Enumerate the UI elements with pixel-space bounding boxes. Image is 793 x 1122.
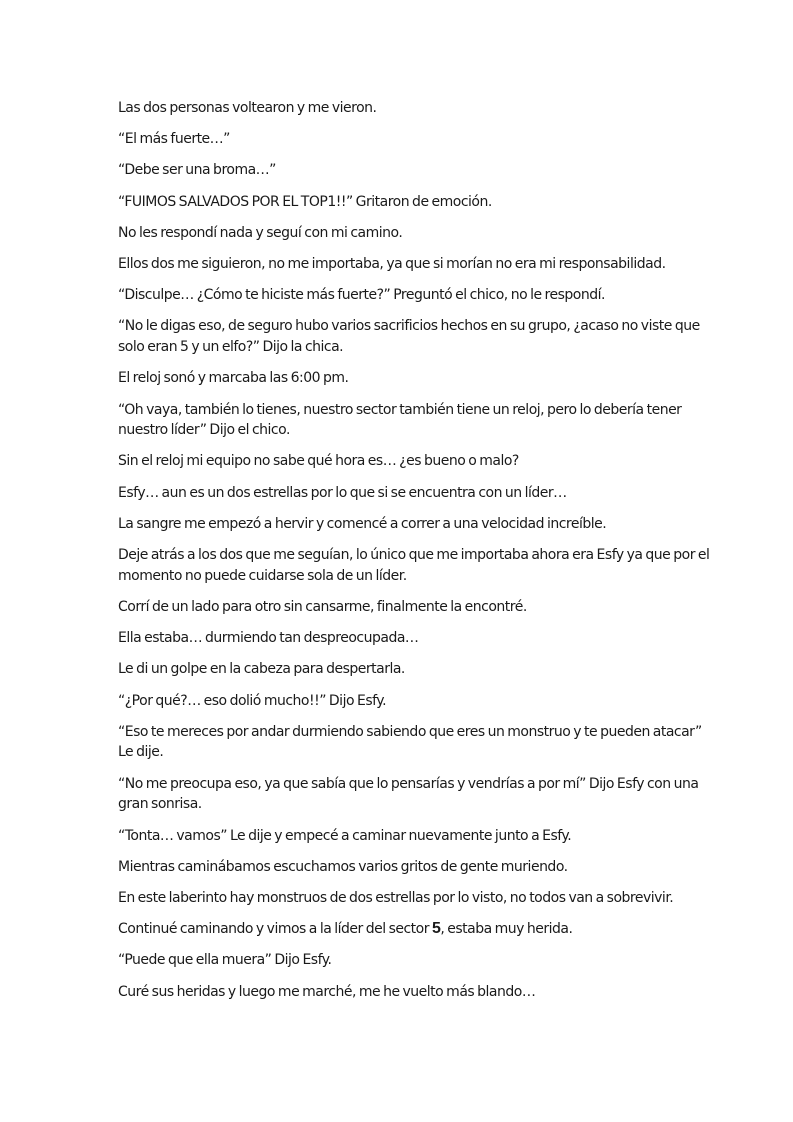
sector-number: 5 xyxy=(431,920,441,938)
document-page xyxy=(118,98,718,1013)
paragraph: “¿Por qué?… eso dolió mucho!!” Dijo Esfy. xyxy=(118,692,387,709)
paragraph: Ellos dos me siguieron, no me importaba, ya que si morían no era mi responsabilidad. xyxy=(118,256,666,273)
paragraph: “Disculpe… ¿Cómo te hiciste más fuerte?” Preguntó el chico, no le respondí. xyxy=(118,287,605,304)
paragraph: “Oh vaya, también lo tienes, nuestro sector también tiene un reloj, pero lo debería tener nuestro líder” Dijo el chico. xyxy=(118,401,682,439)
paragraph: Las dos personas voltearon y me vieron. xyxy=(118,100,377,116)
paragraph: “FUIMOS SALVADOS POR EL TOP1!!” Gritaron de emoción. xyxy=(118,193,492,210)
paragraph: “No le digas eso, de seguro hubo varios sacrificios hechos en su grupo, ¿acaso no viste que solo eran 5 y un elfo?” Dijo la chica. xyxy=(118,318,700,356)
paragraph: Sin el reloj mi equipo no sabe qué hora es… ¿es bueno o malo? xyxy=(118,453,519,470)
sector-text-before: Continué caminando y vimos a la líder del sector xyxy=(118,921,432,938)
paragraph: Mientras caminábamos escuchamos varios gritos de gente muriendo. xyxy=(118,858,568,875)
paragraph: “El más fuerte…” xyxy=(118,131,230,148)
paragraph: “Debe ser una broma…” xyxy=(118,162,276,179)
paragraph: En este laberinto hay monstruos de dos estrellas por lo visto, no todos van a sobrevivir. xyxy=(118,889,674,906)
paragraph: “Tonta… vamos” Le dije y empecé a caminar nuevamente junto a Esfy. xyxy=(118,827,572,844)
paragraph: Ella estaba… durmiendo tan despreocupada… xyxy=(118,630,419,647)
paragraph: Corrí de un lado para otro sin cansarme, finalmente la encontré. xyxy=(118,598,527,615)
paragraph: No les respondí nada y seguí con mi camino. xyxy=(118,224,403,241)
sector-paragraph xyxy=(118,919,718,940)
sector-text-after: , estaba muy herida. xyxy=(440,921,573,938)
paragraph: La sangre me empezó a hervir y comencé a correr a una velocidad increíble. xyxy=(118,515,607,532)
paragraph: “No me preocupa eso, ya que sabía que lo pensarías y vendrías a por mí” Dijo Esfy con una gran sonrisa. xyxy=(118,775,699,813)
paragraph: El reloj sonó y marcaba las 6:00 pm. xyxy=(118,370,349,387)
paragraph: Esfy… aun es un dos estrellas por lo que si se encuentra con un líder… xyxy=(118,484,567,501)
paragraph: Le di un golpe en la cabeza para despertarla. xyxy=(118,661,405,678)
paragraph: “Puede que ella muera” Dijo Esfy. xyxy=(118,952,332,969)
paragraph: “Eso te mereces por andar durmiendo sabiendo que eres un monstruo y te pueden atacar” Le dije. xyxy=(118,723,702,761)
paragraph: Curé sus heridas y luego me marché, me he vuelto más blando… xyxy=(118,983,536,1000)
paragraph: Deje atrás a los dos que me seguían, lo único que me importaba ahora era Esfy ya que por el momento no puede cuidarse sola de un líder. xyxy=(118,547,710,584)
